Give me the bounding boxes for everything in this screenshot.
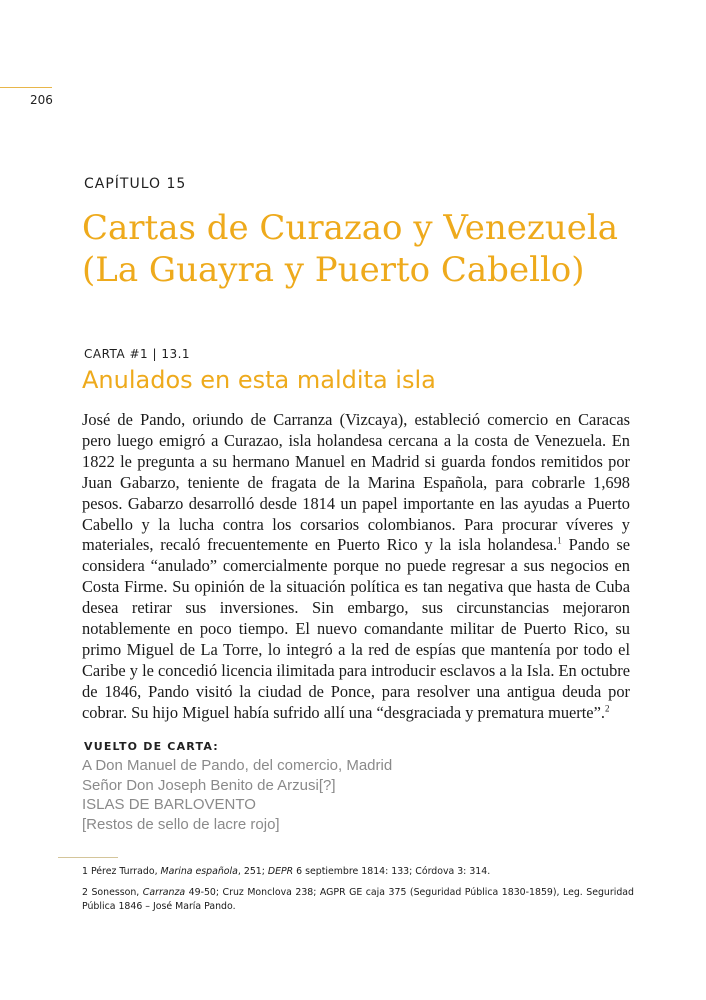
letter-body-part2: Pando se considera “anulado” comercialmente porque no puede regresar a sus negocios en Costa Firme. Su opinión de la situación política es tan negativa que hasta de Cuba desea retirar sus inversiones. Sin embargo, sus circunstancias mejoraron notablemente en poco tiempo. El nuevo comandante militar de Puerto Rico, su primo Miguel de La Torre, lo integró a la red de espías que mantenía por todo el Caribe y le concedió licencia ilimitada para introducir esclavos a la Isla. En octubre de 1846, Pando visitó la ciudad de Ponce, para resolver una antigua deuda por cobrar. Su hijo Miguel había sufrido allí una “desgraciada y prematura muerte”. (82, 535, 630, 722)
letter-title: Anulados en esta maldita isla (82, 366, 436, 394)
footnote-number: 1 (82, 866, 88, 877)
footnote-italic: Marina española (160, 866, 238, 877)
footnote-text: Sonesson, (91, 887, 143, 898)
verso-address-block (82, 756, 482, 834)
verso-label: VUELTO DE CARTA: (84, 740, 219, 753)
letter-body (82, 410, 630, 724)
chapter-label: CAPÍTULO 15 (84, 176, 187, 192)
chapter-title-line2: (La Guayra y Puerto Cabello) (82, 250, 585, 290)
footnote-text: 6 septiembre 1814: 133; Córdova 3: 314. (293, 866, 491, 877)
header-rule (0, 87, 52, 88)
footnote-italic: DEPR (267, 866, 294, 877)
verso-line: A Don Manuel de Pando, del comercio, Madrid (82, 757, 393, 774)
letter-label: CARTA #1 | 13.1 (84, 347, 191, 361)
chapter-title-line1: Cartas de Curazao y Venezuela (82, 208, 618, 248)
footnote-text: , 251; (237, 866, 268, 877)
footnotes (82, 865, 634, 921)
chapter-title (82, 207, 682, 291)
footnote-italic: Carranza (142, 887, 186, 898)
letter-body-part1: José de Pando, oriundo de Carranza (Vizcaya), estableció comercio en Caracas pero luego emigró a Curazao, isla holandesa cercana a la costa de Venezuela. En 1822 le pregunta a su hermano Manuel en Madrid si guarda fondos remitidos por Juan Gabarzo, teniente de fragata de la Marina Española, para cobrarle 1,698 pesos. Gabarzo desarrolló desde 1814 un papel importante en las ayudas a Puerto Cabello y la lucha contra los corsarios colombianos. Para procurar víveres y materiales, recaló frecuentemente en Puerto Rico y la isla holandesa. (82, 410, 630, 555)
verso-line: Señor Don Joseph Benito de Arzusi[?] (82, 776, 336, 794)
footnote-1 (82, 865, 634, 879)
footnote-text: Pérez Turrado, (90, 866, 161, 877)
footnote-ref-1[interactable]: 1 (557, 535, 562, 546)
footnote-2 (82, 886, 634, 914)
footnote-ref-2[interactable]: 2 (604, 703, 610, 714)
verso-line: [Restos de sello de lacre rojo] (82, 815, 280, 833)
page-number: 206 (30, 93, 53, 107)
footnote-rule (58, 857, 118, 858)
footnote-text: 49-50; Cruz Monclova 238; AGPR GE caja 375 (Seguridad Pública 1830-1859), Leg. Seguridad Pública 1846 – José María Pando. (82, 887, 634, 912)
footnote-number: 2 (82, 887, 88, 898)
verso-line: ISLAS DE BARLOVENTO (82, 796, 256, 814)
